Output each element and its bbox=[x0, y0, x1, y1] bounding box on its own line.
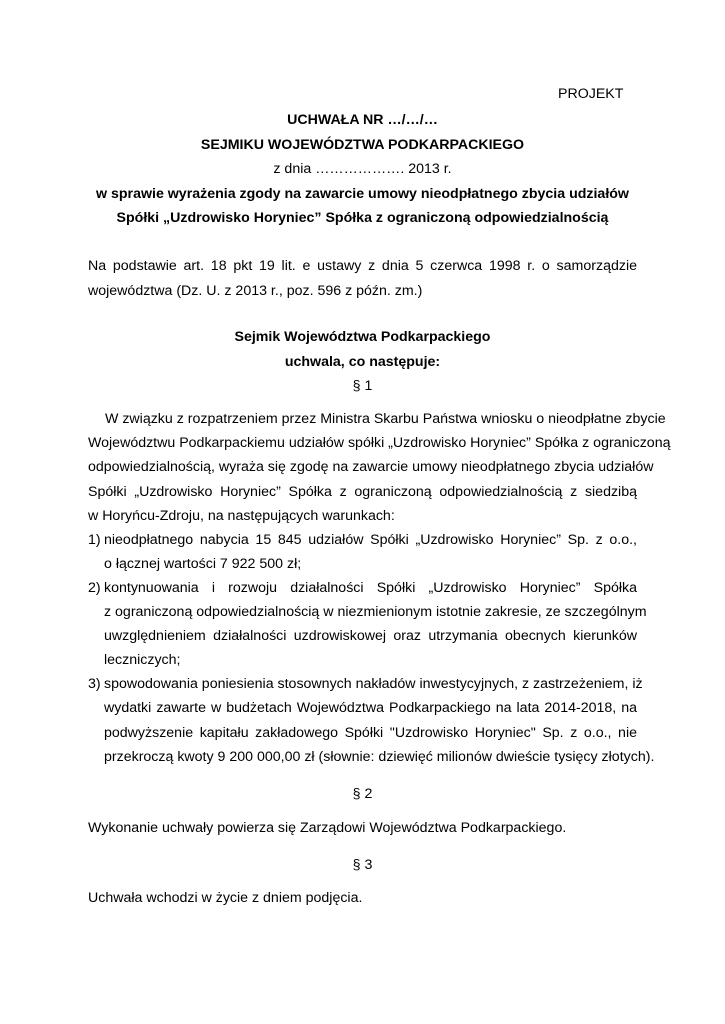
resolution-number: UCHWAŁA NR …/…/… bbox=[287, 112, 438, 128]
section-1-paragraph-line: w Horyńcu-Zdroju, na następujących warunkach: bbox=[88, 508, 395, 524]
list-item-number: 1) bbox=[88, 532, 101, 548]
list-item-line: nieodpłatnego nabycia 15 845 udziałów Spółki „Uzdrowisko Horyniec” Sp. z o.o., bbox=[104, 532, 637, 548]
section-2-heading: § 2 bbox=[352, 786, 373, 802]
section-1-heading: § 1 bbox=[352, 378, 373, 394]
list-item-line: uwzględnieniem działalności uzdrowiskowej oraz utrzymania obecnych kierunków bbox=[104, 628, 637, 644]
list-item-line: leczniczych; bbox=[104, 652, 181, 668]
list-item-line: kontynuowania i rozwoju działalności Spółki „Uzdrowisko Horyniec” Spółka bbox=[104, 580, 637, 596]
section-1-paragraph-line: W związku z rozpatrzeniem przez Ministra Skarbu Państwa wniosku o nieodpłatne zbycie bbox=[105, 411, 666, 427]
legal-basis-line-2: województwa (Dz. U. z 2013 r., poz. 596 z późn. zm.) bbox=[88, 283, 423, 299]
resolves-line-1: Sejmik Województwa Podkarpackiego bbox=[234, 329, 491, 345]
resolution-date: z dnia ………………. 2013 r. bbox=[273, 161, 452, 177]
section-3-text: Uchwała wchodzi w życie z dniem podjęcia. bbox=[88, 890, 363, 906]
section-3-heading: § 3 bbox=[352, 857, 373, 873]
legal-basis-line-1: Na podstawie art. 18 pkt 19 lit. e ustawy z dnia 5 czerwca 1998 r. o samorządzie bbox=[88, 258, 637, 274]
section-1-paragraph-line: Województwu Podkarpackiemu udziałów spółki „Uzdrowisko Horyniec” Spółka z ograniczoną bbox=[88, 435, 671, 451]
list-item-number: 2) bbox=[88, 580, 101, 596]
section-1-paragraph-line: odpowiedzialnością, wyraża się zgodę na zawarcie umowy nieodpłatnego zbycia udziałów bbox=[88, 459, 654, 475]
list-item-line: wydatki zawarte w budżetach Województwa Podkarpackiego na lata 2014-2018, na bbox=[104, 700, 637, 716]
resolution-subject-line-1: w sprawie wyrażenia zgody na zawarcie umowy nieodpłatnego zbycia udziałów bbox=[96, 186, 629, 202]
resolves-line-2: uchwala, co następuje: bbox=[284, 354, 441, 370]
list-item-line: spowodowania poniesienia stosownych nakładów inwestycyjnych, z zastrzeżeniem, iż bbox=[104, 676, 643, 692]
list-item-line: przekroczą kwoty 9 200 000,00 zł (słownie: dziewięć milionów dwieście tysięcy złotych). bbox=[104, 749, 655, 765]
list-item-number: 3) bbox=[88, 676, 101, 692]
assembly-name: SEJMIKU WOJEWÓDZTWA PODKARPACKIEGO bbox=[200, 137, 525, 153]
section-2-text: Wykonanie uchwały powierza się Zarządowi Województwa Podkarpackiego. bbox=[88, 820, 567, 836]
list-item-line: z ograniczoną odpowiedzialnością w niezmienionym istotnie zakresie, ze szczególnym bbox=[104, 604, 647, 620]
list-item-line: podwyższenie kapitału zakładowego Spółki "Uzdrowisko Horyniec" Sp. z o.o., nie bbox=[104, 725, 637, 741]
projekt-label: PROJEKT bbox=[558, 86, 624, 102]
section-1-paragraph-line: Spółki „Uzdrowisko Horyniec” Spółka z ograniczoną odpowiedzialnością z siedzibą bbox=[88, 484, 637, 500]
resolution-subject-line-2: Spółki „Uzdrowisko Horyniec” Spółka z ograniczoną odpowiedzialnością bbox=[116, 210, 609, 226]
list-item-line: o łącznej wartości 7 922 500 zł; bbox=[104, 556, 302, 572]
